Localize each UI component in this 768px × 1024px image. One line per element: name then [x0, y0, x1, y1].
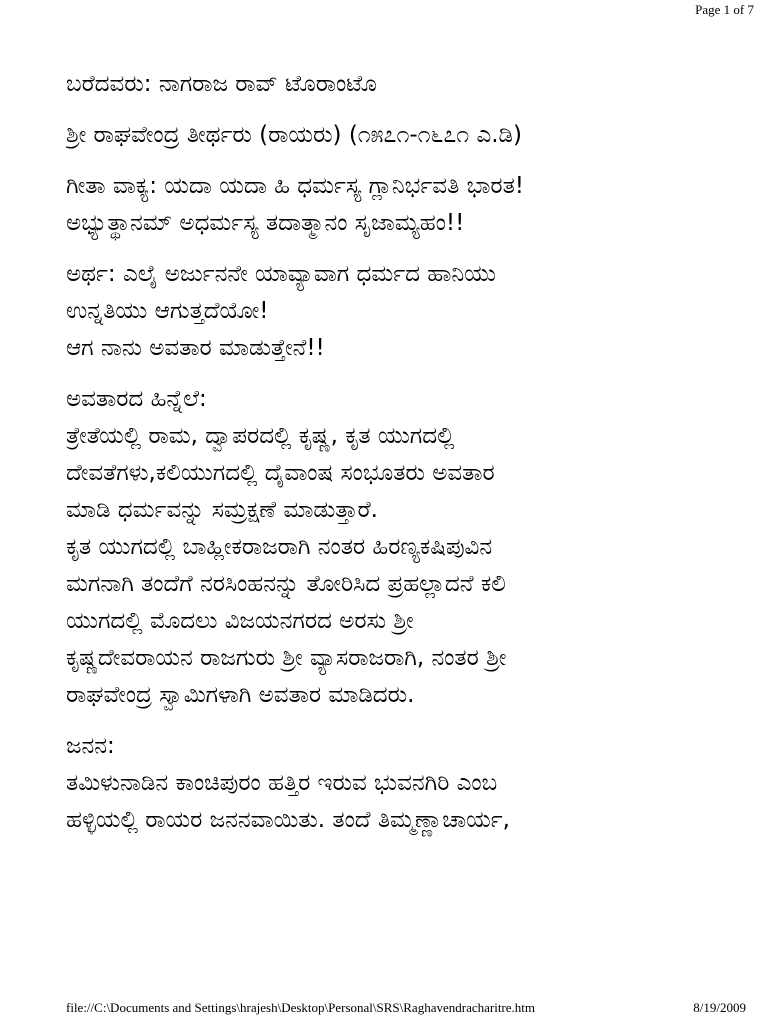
print-date: 8/19/2009 [693, 1000, 746, 1015]
meaning-line: ಆಗ ನಾನು ಅವತಾರ ಮಾಡುತ್ತೇನೆ!! [66, 335, 325, 361]
gita-line: ಅಭ್ಯುತ್ಥಾನಮ್ ಅಧರ್ಮಸ್ಯ ತದಾತ್ಮಾನಂ ಸೃಜಾಮ್ಯಹಂ!! [66, 210, 465, 236]
author-line: ಬರೆದವರು: ನಾಗರಾಜ ರಾವ್ ಟೊರಾಂಟೊ [66, 71, 377, 97]
author-paragraph [66, 66, 716, 103]
gita-verse-paragraph [66, 168, 716, 242]
birth-line: ತಮಿಳುನಾಡಿನ ಕಾಂಚಿಪುರಂ ಹತ್ತಿರ ಇರುವ ಭುವನಗಿರಿ ಎಂಬ [66, 770, 498, 796]
background-line: ಯುಗದಲ್ಲಿ ಮೊದಲು ವಿಜಯನಗರದ ಅರಸು ಶ್ರೀ [66, 608, 414, 634]
background-heading: ಅವತಾರದ ಹಿನ್ನೆಲೆ: [66, 386, 207, 412]
meaning-line: ಉನ್ನತಿಯು ಆಗುತ್ತದೆಯೋ! [66, 298, 269, 324]
document-body [66, 66, 716, 853]
file-path: file://C:\Documents and Settings\hrajesh\Desktop\Personal\SRS\Raghavendracharitre.htm [66, 1000, 536, 1015]
gita-line: ಗೀತಾ ವಾಕ್ಯ: ಯದಾ ಯದಾ ಹಿ ಧರ್ಮಸ್ಯ ಗ್ಲಾನಿರ್ಭವತಿ ಭಾರತ! [66, 173, 524, 199]
background-line: ಮಗನಾಗಿ ತಂದೆಗೆ ನರಸಿಂಹನನ್ನು ತೋರಿಸಿದ ಪ್ರಹಲ್ಲಾದನೆ ಕಲಿ [66, 571, 506, 597]
birth-line: ಹಳ್ಳಿಯಲ್ಲಿ ರಾಯರ ಜನನವಾಯಿತು. ತಂದೆ ತಿಮ್ಮಣ್ಣಾಚಾರ್ಯ, [66, 807, 510, 833]
background-line: ಕೃತ ಯುಗದಲ್ಲಿ ಬಾಹ್ಲೀಕರಾಜರಾಗಿ ನಂತರ ಹಿರಣ್ಯಕಷಿಪುವಿನ [66, 534, 493, 560]
background-line: ರಾಘವೇಂದ್ರ ಸ್ವಾಮಿಗಳಾಗಿ ಅವತಾರ ಮಾಡಿದರು. [66, 682, 415, 708]
background-paragraph [66, 381, 716, 714]
page-indicator: Page 1 of 7 [695, 2, 754, 17]
meaning-paragraph [66, 256, 716, 367]
title-paragraph [66, 117, 716, 154]
background-line: ಮಾಡಿ ಧರ್ಮವನ್ನು ಸಮ್ರಕ್ಷಣೆ ಮಾಡುತ್ತಾರೆ. [66, 497, 378, 523]
title-line: ಶ್ರೀ ರಾಘವೇಂದ್ರ ತೀರ್ಥರು (ರಾಯರು) (೧೫೭೧-೧೬೭೧ ಎ.ಡಿ) [66, 122, 522, 148]
page-footer [66, 1000, 746, 1016]
background-line: ತ್ರೇತೆಯಲ್ಲಿ ರಾಮ, ದ್ವಾಪರದಲ್ಲಿ ಕೃಷ್ಣ, ಕೃತ ಯುಗದಲ್ಲಿ [66, 423, 455, 449]
birth-paragraph [66, 728, 716, 839]
birth-heading: ಜನನ: [66, 733, 115, 759]
background-line: ದೇವತೆಗಳು,ಕಲಿಯುಗದಲ್ಲಿ ದೈವಾಂಷ ಸಂಭೂತರು ಅವತಾರ [66, 460, 495, 486]
meaning-line: ಅರ್ಥ: ಎಲೈ ಅರ್ಜುನನೇ ಯಾವ್ಯಾವಾಗ ಧರ್ಮದ ಹಾನಿಯು [66, 261, 497, 287]
background-line: ಕೃಷ್ಣದೇವರಾಯನ ರಾಜಗುರು ಶ್ರೀ ವ್ಯಾಸರಾಜರಾಗಿ, ನಂತರ ಶ್ರೀ [66, 645, 507, 671]
